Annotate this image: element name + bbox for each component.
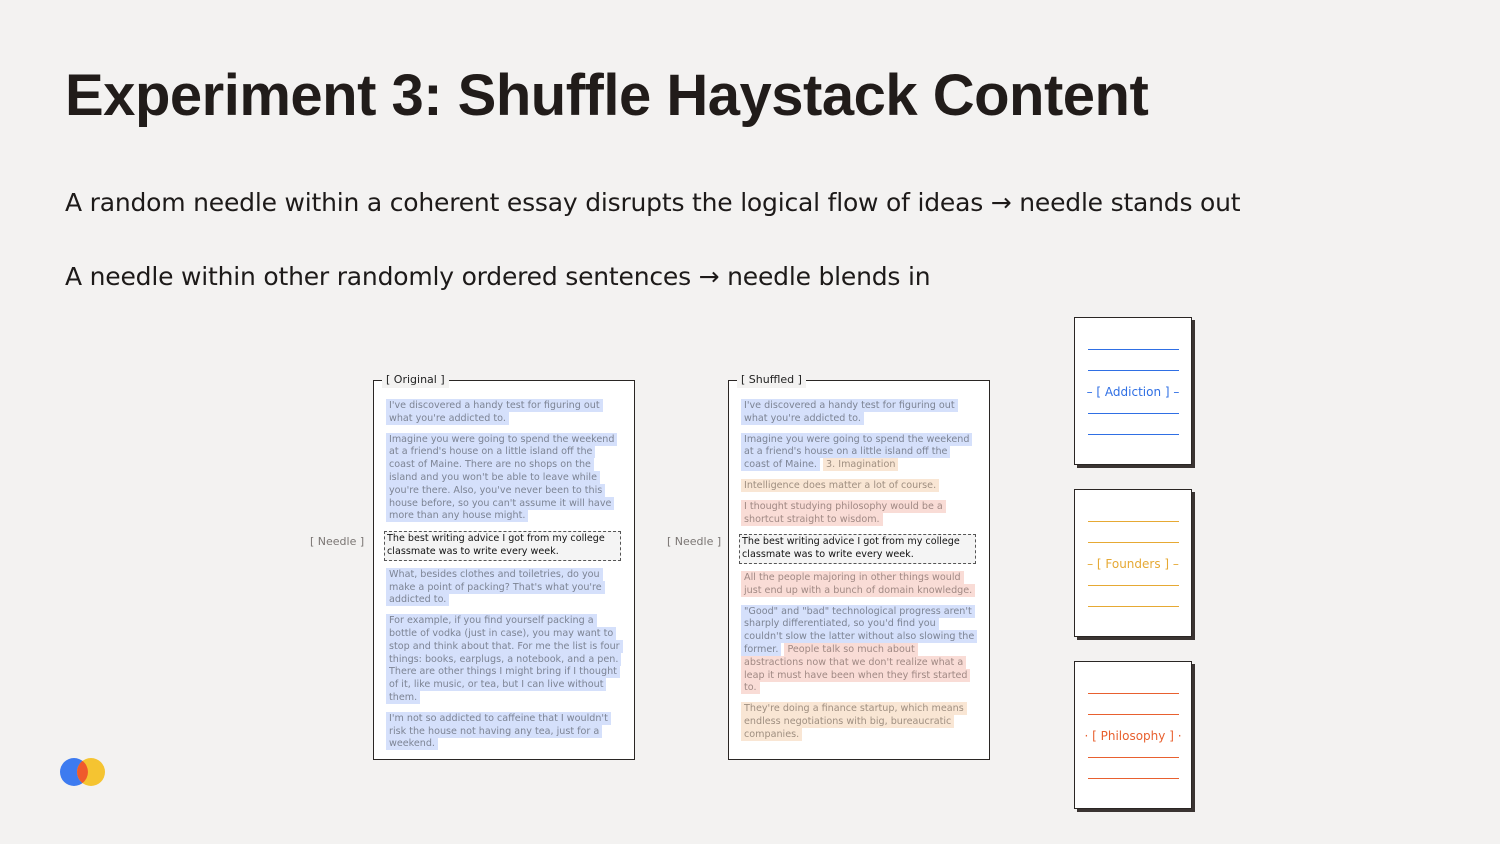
shuffled-paragraph-5: All the people majoring in other things would just end up with a bunch of domain knowledge. — [741, 571, 975, 597]
shuffled-paragraph-6a: "Good" and "bad" technological progress aren't sharply differentiated, so you'd find you couldn't slow the latter without also slowing the former. — [741, 605, 977, 656]
shuffled-panel-label: [ Shuffled ] — [737, 372, 806, 388]
founders-card-label: – [ Founders ] – — [1087, 557, 1179, 571]
shuffled-needle-sentence: The best writing advice I got from my college classmate was to write every week. — [739, 534, 976, 564]
philosophy-card-label: · [ Philosophy ] · — [1084, 729, 1182, 743]
original-paragraph-4: For example, if you find yourself packing a bottle of vodka (just in case), you may want to stop and think about that. For me the list is four things: books, earplugs, a notebook, and a pen. There are other things I might bring if I thought of it, like music, or tea, but I can live without them. — [386, 614, 623, 704]
slide-title: Experiment 3: Shuffle Haystack Content — [65, 63, 1149, 128]
philosophy-essay-card — [1074, 661, 1192, 809]
bullet-text-2: A needle within other randomly ordered sentences → needle blends in — [65, 262, 931, 291]
shuffled-paragraph-7: They're doing a finance startup, which means endless negotiations with big, bureaucratic companies. — [741, 702, 967, 741]
shuffled-paragraph-2: Imagine you were going to spend the weekend at a friend's house on a little island off the coast of Maine. — [741, 433, 972, 472]
original-paragraph-1: I've discovered a handy test for figuring out what you're addicted to. — [386, 399, 603, 425]
original-paragraph-2: Imagine you were going to spend the weekend at a friend's house on a little island off the coast of Maine. There are no shops on the island and you won't be able to leave while you're there. Also, you've never been to this house before, so you can't assume it will have more than any house might. — [386, 433, 617, 523]
shuffled-needle-tag: [ Needle ] — [667, 535, 722, 548]
shuffled-paragraph-2-tail: 3. Imagination — [823, 458, 898, 471]
original-paragraph-3: What, besides clothes and toiletries, do you make a point of packing? That's what you're addicted to. — [386, 568, 605, 607]
original-panel-label: [ Original ] — [382, 372, 449, 388]
original-needle-tag: [ Needle ] — [310, 535, 365, 548]
shuffled-paragraph-4: I thought studying philosophy would be a shortcut straight to wisdom. — [741, 500, 946, 526]
addiction-card-label: – [ Addiction ] – — [1086, 385, 1180, 399]
addiction-essay-card — [1074, 317, 1192, 465]
shuffled-paragraph-3: Intelligence does matter a lot of course. — [741, 479, 939, 492]
original-paragraph-5: I'm not so addicted to caffeine that I wouldn't risk the house not having any tea, just for a weekend. — [386, 712, 611, 751]
shuffled-paragraph-6b: People talk so much about abstractions now that we don't realize what a leap it must have been when they first started to. — [741, 643, 970, 694]
shuffled-paragraph-1: I've discovered a handy test for figuring out what you're addicted to. — [741, 399, 958, 425]
original-essay-panel — [373, 373, 635, 760]
shuffled-essay-panel — [728, 373, 990, 760]
founders-essay-card — [1074, 489, 1192, 637]
bullet-text-1: A random needle within a coherent essay disrupts the logical flow of ideas → needle stands out — [65, 188, 1241, 217]
brand-logo-icon — [60, 757, 106, 787]
original-needle-sentence: The best writing advice I got from my college classmate was to write every week. — [384, 531, 621, 561]
